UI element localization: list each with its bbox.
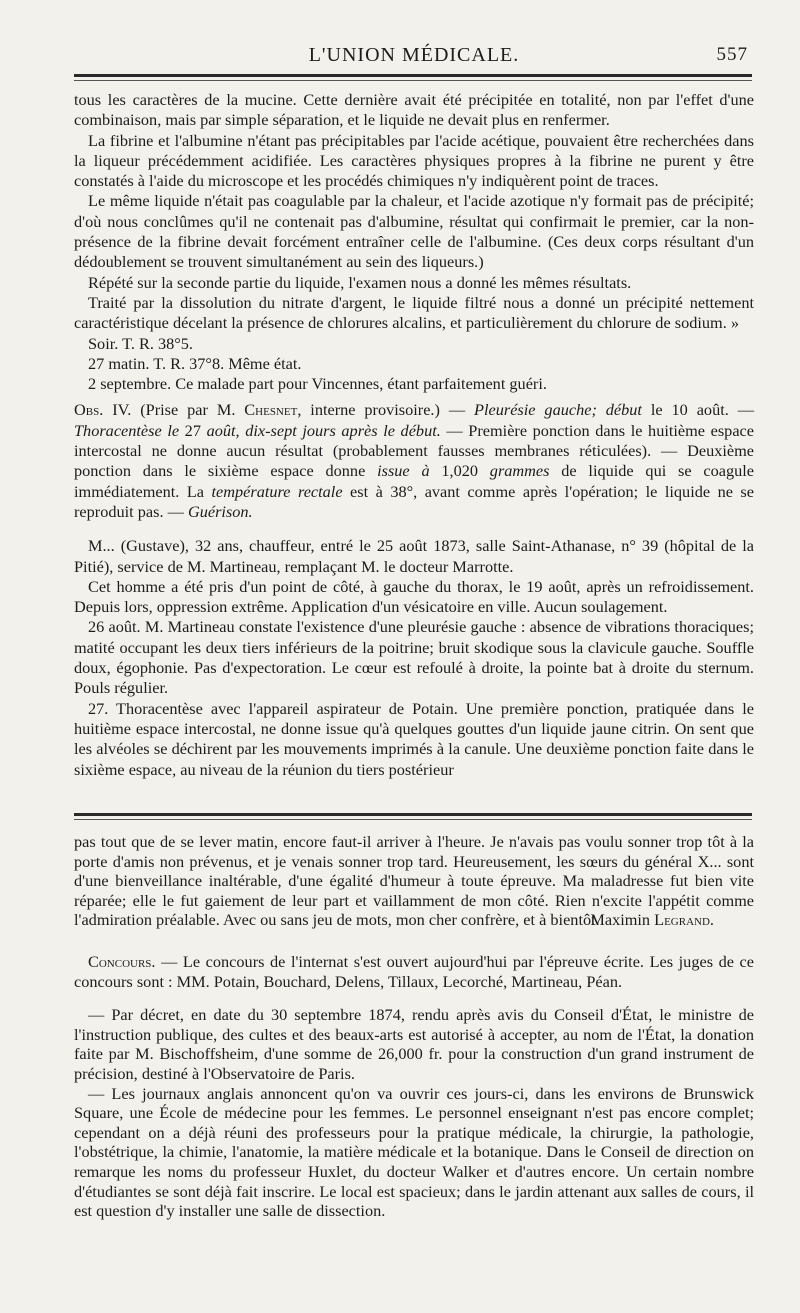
spacer [74,991,754,1005]
obs-italic: issue à [377,461,430,481]
header-rule-thin [74,80,752,81]
paragraph: Répété sur la seconde partie du liquide, l'examen nous a donné les mêmes résultats. [88,272,632,292]
obs-text: — Première ponction dans le huitième espace intercostal ne donne aucun résultat (probablement fausses membranes réticulées). — Deuxième ponction dans le sixième espace donne [74,420,755,481]
obs-text: de liquide qui se coagule immédiatement. La [74,461,754,501]
spacer [74,930,754,952]
news-text: — Le concours de l'internat s'est ouvert aujourd'hui par l'épreuve écrite. Les juges de ce concours sont : MM. Potain, Bouchard, Delens, Tillaux, Lecorché, Martineau, Péan. [74,951,754,991]
obs-italic: Thoracentèse le [74,420,180,440]
article-upper-section [74,90,754,780]
section-rule-thick [74,813,752,816]
obs-text: (Prise par M. [131,400,245,420]
obs-text: est à 38°, avant comme après l'opération; le liquide ne se reproduit pas. — [74,481,754,521]
obs-text: 1,020 [429,461,490,481]
feuilleton-section [74,832,754,1221]
news-item: — Les journaux anglais annoncent qu'on va ouvrir ces jours-ci, dans les environs de Brunswick Square, une École de médecine pour les femmes. Le personnel enseignant n'est pas encore complet; cependant on a déjà réuni des professeurs pour la pratique médicale, la chirurgie, la pathologie, l'obstétrique, la chimie, l'anatomie, la matière médicale et la botanique. Dans le Conseil de direction on remarque les noms du professeur Huxlet, du docteur Walker et d'autres encore. Un certain nombre d'étudiantes se sont déjà fait inscrire. Le local est spacieux; dans le jardin attenant aux salles de cours, il est question d'y installer une salle de dissection. [74,1083,754,1221]
paragraph: 27. Thoracentèse avec l'appareil aspirateur de Potain. Une première ponction, pratiquée dans le huitième espace intercostal, ne donne issue qu'à quelques gouttes d'un liquide jaune citrin. On sent que les alvéoles se déchirent par les mouvements imprimés à la canule. Une deuxième ponction faite dans le sixième espace, au niveau de la réunion du tiers postérieur [74,698,754,779]
news-label: Concours. [88,951,156,971]
paragraph: La fibrine et l'albumine n'étant pas précipitables par l'acide acétique, pouvaient être recherchées dans la liqueur précédemment acidifiée. Les caractères physiques propres à la fibrine ne purent y être constatés à l'aide du microscope et les procédés chimiques n'y indiquèrent point de traces. [74,130,754,191]
news-item: — Par décret, en date du 30 septembre 1874, rendu après avis du Conseil d'État, le ministre de l'instruction publique, des cultes et des beaux-arts est autorisé à accepter, au nom de l'État, la donation faite par M. Bischoffsheim, d'une somme de 26,000 fr. pour la construction d'un grand instrument de précision, destiné à l'Observatoire de Paris. [74,1005,754,1083]
obs-italic: Guérison. [187,501,253,521]
obs-italic: grammes [489,461,550,481]
news-item [74,952,754,991]
journal-title: L'UNION MÉDICALE. [308,44,520,66]
clinical-note: 27 matin. T. R. 37°8. Même état. [88,353,302,373]
obs-italic: température rectale [211,481,343,501]
running-header [74,44,754,72]
paragraph: Cet homme a été pris d'un point de côté, à gauche du thorax, le 19 août, après un refroidissement. Depuis lors, oppression extrême. Application d'un vésicatoire en ville. Aucun soulagement. [74,576,754,617]
paragraph: Le même liquide n'était pas coagulable par la chaleur, et l'acide azotique n'y formait pas de précipité; d'où nous conclûmes qu'il ne contenait pas d'albumine, résultat qui confirmait le premier, car la non-présence de la fibrine devait forcément entraîner celle de l'albumine. (Ces deux corps résultant d'un dédoublement se trouvent simultanément au sein des liqueurs.) [74,191,754,272]
obs-text: le 10 août. — [641,400,754,420]
spacer [74,522,754,536]
observation-summary [74,400,754,522]
paragraph: pas tout que de se lever matin, encore faut-il arriver à l'heure. Je n'avais pas voulu sonner trop tôt à la porte d'amis non prévenus, et je venais sonner trop tard. Heureusement, les sœurs du général X... sont d'une bienveillance inaltérable, d'une égalité d'humeur à toute épreuve. Ma maladresse fut bien vite réparée; elle le fut gaiement de leur part et vaillamment de mon côté. Rien n'excite l'appétit comme l'admiration préalable. Avec ou sans jeu de mots, mon cher confrère, et à bientôt. [74,832,754,930]
clinical-note: Soir. T. R. 38°5. [88,333,193,353]
signature-first: Maximin [590,910,655,930]
paragraph: M... (Gustave), 32 ans, chauffeur, entré le 25 août 1873, salle Saint-Athanase, n° 39 (hôpital de la Pitié), service de M. Martineau, remplaçant M. le docteur Marrotte. [74,536,754,576]
obs-text: 27 [179,420,207,440]
signature-end: . [709,910,714,930]
obs-italic: août, dix-sept jours après le début. [206,420,441,440]
page-number: 557 [716,44,748,65]
paragraph: 26 août. M. Martineau constate l'existence d'une pleurésie gauche : absence de vibrations thoraciques; matité occupant les deux tiers inférieurs de la poitrine; bruit skodique sous la clavicule gauche. Souffle doux, égophonie. Pas d'expectoration. Le cœur est refoulé à droite, la pointe bat à droite du sternum. Pouls régulier. [74,617,754,698]
author-name: Chesnet [244,400,298,420]
section-rule-thin [74,819,752,820]
paragraph: tous les caractères de la mucine. Cette dernière avait été précipitée en totalité, non par l'effet d'une combinaison, mais par simple séparation, et le liquide ne devait plus en renfermer. [74,90,754,130]
page-header-area [74,44,754,72]
signature-last: Legrand [654,910,710,930]
observation-label: Obs. IV. [74,400,132,420]
obs-italic: Pleurésie gauche; début [474,400,642,420]
paragraph: Traité par la dissolution du nitrate d'argent, le liquide filtré nous a donné un précipité nettement caractéristique décelant la présence de chlorures alcalins, et particulièrement du chlorure de sodium. » [74,292,754,333]
header-rule-thick [74,74,752,77]
obs-text: , interne provisoire.) — [297,400,475,420]
clinical-note: 2 septembre. Ce malade part pour Vincennes, étant parfaitement guéri. [88,374,547,394]
